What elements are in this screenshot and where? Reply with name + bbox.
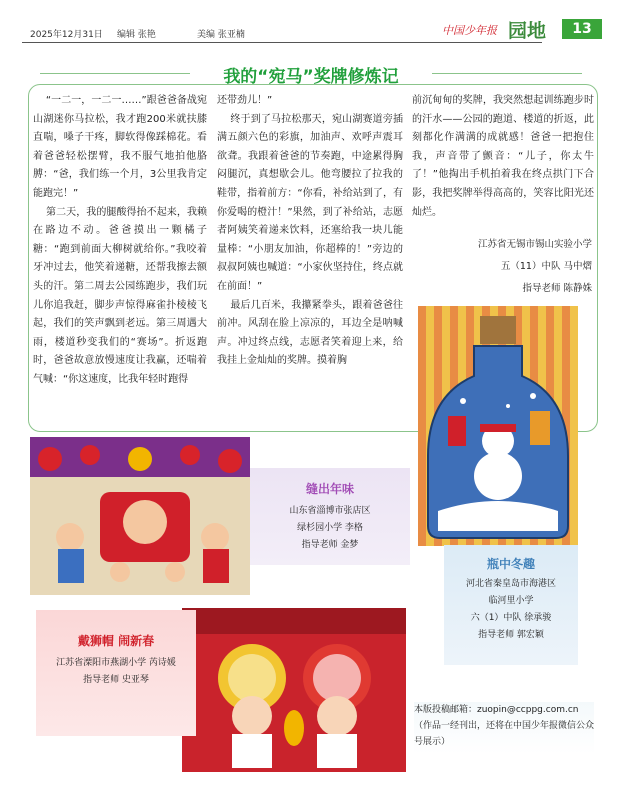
caption-line: 六（1）中队 徐承骏 [470,613,552,623]
caption-line: 指导老师 金梦 [301,540,359,550]
page-header [22,16,602,46]
author-school: 江苏省无锡市锡山实验小学 [477,239,592,250]
issue-date: 2025年12月31日 [30,30,103,40]
header-rule [22,42,542,43]
story-column-2: 还带劲儿！” 终于到了马拉松那天，宛山湖赛道旁插满五颜六色的彩旗，加油声、欢呼声震耳欲聋。我跟着爸爸的节奏跑，中途累得胸闷腿沉，真想歇会儿。他弯腰拉了拉我的鞋带，指着前方：“你看，补给站到了，有你爱喝的橙汁！”果然，到了补给站，志愿者阿姨笑着递来饮料，还塞给我一块儿能量棒：“小朋友加油，你超棒的！”旁边的叔叔阿姨也喊道：“小家伙坚持住，终点就在前面！” 最后几百米，我攥紧拳头，跟着爸爸往前冲。风刮在脸上凉凉的，耳边全是呐喊声。冲过终点线，志愿者笑着迎上来，给我挂上金灿灿的奖牌。摸着胸 [217,95,403,367]
submission-note: 本版投稿邮箱：zuopin@ccppg.com.cn（作品一经刊出，还将在中国少年报微信公众号展示） [414,702,594,754]
artwork-sewing-new-year [30,437,250,595]
article-title: 我的“宛马”奖牌修炼记 [223,67,399,87]
artwork-lion-hat [182,608,406,772]
caption-line: 山东省淄博市张店区 [289,506,371,516]
newspaper-logo: 中国少年报 [442,24,497,37]
editor-credit: 编辑 张艳 [117,30,156,40]
caption-line: 江苏省溧阳市燕湖小学 芮诗媛 [56,658,176,668]
artwork-bottle-winter [418,306,578,546]
caption-box-sewing [250,468,410,565]
caption-line: 临河里小学 [488,596,534,606]
caption-title-bottle: 瓶中冬趣 [486,557,535,571]
story-column-3: 前沉甸甸的奖牌，我突然想起训练跑步时的汗水——公园的跑道、楼道的折返，此刻都化作满满的成就感！爸爸一把抱住我，声音带了颤音：“儿子，你太牛了！”他掏出手机拍着我在终点拱门下合影，我把奖牌举得高高的，笑容比阳光还灿烂。 [412,95,594,218]
caption-line: 指导老师 史亚琴 [83,675,149,685]
author-name: 五（11）中队 马中熠 [500,261,592,272]
page-number: 13 [562,19,602,39]
section-name: 园地 [508,20,547,42]
caption-line: 指导老师 郭宏颖 [478,630,544,640]
caption-box-lion [36,610,196,736]
art-editor-credit: 美编 张亚楠 [197,30,245,40]
caption-title-lion: 戴狮帽 闹新春 [77,634,155,648]
caption-box-bottle [444,545,578,665]
story-column-1: “一二一，一二一……”跟爸爸备战宛山湖迷你马拉松，我才跑200米就扶膝直喘，嗓子干疼，脚软得像踩棉花。看着爸爸轻松摆臂，我不服气地拍他胳膊：“爸，我们练一个月，3公里我肯定能跑完！” 第二天，我的腿酸得抬不起来，我赖在路边不动。爸爸摸出一颗橘子糖：“跑到前面大柳树就给你。”我咬着牙冲过去，他笑着递糖，还帮我擦去额头的汗。第二周去公园练跑步，我们玩儿你追我赶，脚步声惊得麻雀扑棱棱飞起，我们的笑声飘到老远。第三周遇大雨，楼道秒变我们的“赛场”。折返跑时，爸爸故意放慢速度让我赢，还喘着气喊：“你这速度，比我年轻时跑得 [33,95,208,385]
caption-line: 绿杉园小学 李格 [297,523,363,533]
author-teacher: 指导老师 陈静姝 [522,283,592,294]
caption-line: 河北省秦皇岛市海港区 [465,579,556,589]
caption-title-sewing: 缝出年味 [305,482,354,496]
